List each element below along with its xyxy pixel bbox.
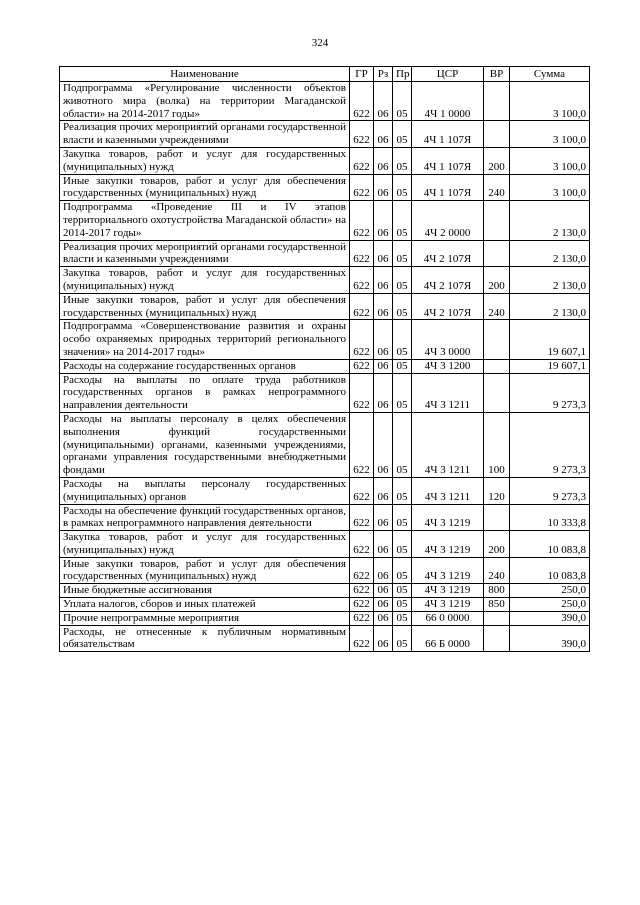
- budget-table: [59, 66, 590, 652]
- cell-sum: 390,0: [510, 625, 590, 652]
- cell-gr: 622: [350, 320, 374, 359]
- cell-gr: 622: [350, 201, 374, 240]
- table-header: [60, 67, 590, 82]
- cell-gr: 622: [350, 174, 374, 201]
- cell-sum: 10 083,8: [510, 557, 590, 584]
- cell-vr: 200: [484, 267, 510, 294]
- cell-csr: 4Ч 3 1219: [412, 531, 484, 558]
- cell-name: Закупка товаров, работ и услуг для государственных (муниципальных) нужд: [60, 531, 350, 558]
- cell-vr: 240: [484, 293, 510, 320]
- cell-sum: 250,0: [510, 598, 590, 612]
- cell-vr: 240: [484, 174, 510, 201]
- cell-csr: 66 0 0000: [412, 611, 484, 625]
- cell-name: Прочие непрограммные мероприятия: [60, 611, 350, 625]
- cell-csr: 4Ч 1 107Я: [412, 121, 484, 148]
- table-row: [60, 412, 590, 477]
- cell-gr: 622: [350, 82, 374, 121]
- cell-gr: 622: [350, 373, 374, 412]
- cell-sum: 9 273,3: [510, 373, 590, 412]
- cell-name: Расходы на обеспечение функций государственных органов, в рамках непрограммного направления деятельности: [60, 504, 350, 531]
- table-row: [60, 82, 590, 121]
- cell-vr: [484, 359, 510, 373]
- cell-gr: 622: [350, 359, 374, 373]
- cell-vr: 200: [484, 531, 510, 558]
- cell-csr: 4Ч 1 0000: [412, 82, 484, 121]
- cell-name: Реализация прочих мероприятий органами государственной власти и казенными учреждениями: [60, 240, 350, 267]
- cell-pr: 05: [393, 412, 412, 477]
- cell-name: Расходы, не отнесенные к публичным нормативным обязательствам: [60, 625, 350, 652]
- cell-sum: 250,0: [510, 584, 590, 598]
- cell-gr: 622: [350, 412, 374, 477]
- cell-rz: 06: [374, 201, 393, 240]
- cell-csr: 4Ч 1 107Я: [412, 147, 484, 174]
- cell-pr: 05: [393, 359, 412, 373]
- cell-vr: [484, 82, 510, 121]
- cell-pr: 05: [393, 584, 412, 598]
- cell-vr: [484, 240, 510, 267]
- cell-pr: 05: [393, 557, 412, 584]
- cell-gr: 622: [350, 584, 374, 598]
- cell-pr: 05: [393, 174, 412, 201]
- cell-pr: 05: [393, 121, 412, 148]
- cell-vr: 800: [484, 584, 510, 598]
- cell-rz: 06: [374, 82, 393, 121]
- cell-csr: 4Ч 1 107Я: [412, 174, 484, 201]
- cell-csr: 4Ч 3 1200: [412, 359, 484, 373]
- cell-sum: 390,0: [510, 611, 590, 625]
- cell-csr: 4Ч 2 107Я: [412, 240, 484, 267]
- table-row: [60, 531, 590, 558]
- cell-rz: 06: [374, 477, 393, 504]
- cell-rz: 06: [374, 504, 393, 531]
- cell-rz: 06: [374, 598, 393, 612]
- cell-csr: 4Ч 3 1211: [412, 477, 484, 504]
- cell-name: Подпрограмма «Совершенствование развития и охраны особо охраняемых природных территорий регионального значения» на 2014-2017 годы»: [60, 320, 350, 359]
- cell-rz: 06: [374, 293, 393, 320]
- cell-pr: 05: [393, 504, 412, 531]
- cell-rz: 06: [374, 320, 393, 359]
- cell-name: Расходы на содержание государственных органов: [60, 359, 350, 373]
- cell-vr: [484, 625, 510, 652]
- cell-gr: 622: [350, 267, 374, 294]
- cell-csr: 4Ч 2 0000: [412, 201, 484, 240]
- table-row: [60, 359, 590, 373]
- cell-pr: 05: [393, 625, 412, 652]
- cell-csr: 4Ч 3 1219: [412, 557, 484, 584]
- table-row: [60, 147, 590, 174]
- cell-rz: 06: [374, 531, 393, 558]
- cell-vr: [484, 611, 510, 625]
- cell-rz: 06: [374, 267, 393, 294]
- cell-gr: 622: [350, 293, 374, 320]
- cell-name: Закупка товаров, работ и услуг для государственных (муниципальных) нужд: [60, 147, 350, 174]
- table-row: [60, 201, 590, 240]
- cell-gr: 622: [350, 531, 374, 558]
- cell-vr: [484, 320, 510, 359]
- table-row: [60, 477, 590, 504]
- cell-sum: 3 100,0: [510, 82, 590, 121]
- cell-rz: 06: [374, 584, 393, 598]
- cell-vr: 850: [484, 598, 510, 612]
- cell-csr: 4Ч 2 107Я: [412, 267, 484, 294]
- cell-rz: 06: [374, 625, 393, 652]
- cell-name: Расходы на выплаты персоналу в целях обеспечения выполнения функций государственными (муниципальными) органами, казенными учреждениями, органами управления государственными внебюджетными фондами: [60, 412, 350, 477]
- cell-pr: 05: [393, 201, 412, 240]
- cell-vr: [484, 373, 510, 412]
- cell-rz: 06: [374, 611, 393, 625]
- table-body: [60, 82, 590, 652]
- cell-pr: 05: [393, 267, 412, 294]
- cell-name: Подпрограмма «Регулирование численности объектов животного мира (волка) на территории Магаданской области» на 2014-2017 годы»: [60, 82, 350, 121]
- cell-vr: 240: [484, 557, 510, 584]
- cell-name: Уплата налогов, сборов и иных платежей: [60, 598, 350, 612]
- cell-vr: 200: [484, 147, 510, 174]
- cell-name: Подпрограмма «Проведение III и IV этапов территориального охотустройства Магаданской области» на 2014-2017 годы»: [60, 201, 350, 240]
- cell-name: Расходы на выплаты персоналу государственных (муниципальных) органов: [60, 477, 350, 504]
- cell-vr: [484, 504, 510, 531]
- table-row: [60, 121, 590, 148]
- cell-gr: 622: [350, 240, 374, 267]
- cell-vr: [484, 201, 510, 240]
- cell-pr: 05: [393, 611, 412, 625]
- table-row: [60, 584, 590, 598]
- cell-vr: 100: [484, 412, 510, 477]
- header-csr: ЦСР: [412, 67, 484, 82]
- cell-sum: 9 273,3: [510, 412, 590, 477]
- cell-sum: 3 100,0: [510, 147, 590, 174]
- cell-sum: 3 100,0: [510, 174, 590, 201]
- header-rz: Рз: [374, 67, 393, 82]
- cell-pr: 05: [393, 598, 412, 612]
- cell-sum: 2 130,0: [510, 267, 590, 294]
- cell-csr: 4Ч 3 1219: [412, 504, 484, 531]
- table-row: [60, 320, 590, 359]
- table-row: [60, 611, 590, 625]
- cell-sum: 10 333,8: [510, 504, 590, 531]
- cell-sum: 19 607,1: [510, 320, 590, 359]
- cell-name: Иные закупки товаров, работ и услуг для обеспечения государственных (муниципальных) нужд: [60, 174, 350, 201]
- cell-pr: 05: [393, 240, 412, 267]
- cell-sum: 19 607,1: [510, 359, 590, 373]
- cell-gr: 622: [350, 504, 374, 531]
- cell-csr: 4Ч 3 1219: [412, 598, 484, 612]
- table-row: [60, 267, 590, 294]
- cell-sum: 9 273,3: [510, 477, 590, 504]
- cell-sum: 2 130,0: [510, 293, 590, 320]
- cell-name: Иные закупки товаров, работ и услуг для обеспечения государственных (муниципальных) нужд: [60, 293, 350, 320]
- header-pr: Пр: [393, 67, 412, 82]
- cell-rz: 06: [374, 147, 393, 174]
- page-number: 324: [311, 37, 329, 49]
- cell-name: Закупка товаров, работ и услуг для государственных (муниципальных) нужд: [60, 267, 350, 294]
- table-row: [60, 293, 590, 320]
- cell-pr: 05: [393, 82, 412, 121]
- cell-pr: 05: [393, 531, 412, 558]
- cell-name: Реализация прочих мероприятий органами государственной власти и казенными учреждениями: [60, 121, 350, 148]
- cell-rz: 06: [374, 240, 393, 267]
- cell-gr: 622: [350, 598, 374, 612]
- cell-gr: 622: [350, 611, 374, 625]
- table-row: [60, 557, 590, 584]
- cell-pr: 05: [393, 373, 412, 412]
- table-row: [60, 598, 590, 612]
- cell-sum: 10 083,8: [510, 531, 590, 558]
- cell-csr: 4Ч 3 1211: [412, 412, 484, 477]
- table-row: [60, 373, 590, 412]
- table-row: [60, 625, 590, 652]
- cell-pr: 05: [393, 320, 412, 359]
- cell-sum: 3 100,0: [510, 121, 590, 148]
- header-vr: ВР: [484, 67, 510, 82]
- cell-gr: 622: [350, 625, 374, 652]
- cell-sum: 2 130,0: [510, 240, 590, 267]
- cell-rz: 06: [374, 557, 393, 584]
- cell-sum: 2 130,0: [510, 201, 590, 240]
- header-gr: ГР: [350, 67, 374, 82]
- cell-pr: 05: [393, 147, 412, 174]
- cell-rz: 06: [374, 121, 393, 148]
- cell-name: Иные закупки товаров, работ и услуг для обеспечения государственных (муниципальных) нужд: [60, 557, 350, 584]
- table-row: [60, 240, 590, 267]
- cell-name: Расходы на выплаты по оплате труда работников государственных органов в рамках непрограммного направления деятельности: [60, 373, 350, 412]
- table-row: [60, 174, 590, 201]
- cell-rz: 06: [374, 174, 393, 201]
- cell-gr: 622: [350, 477, 374, 504]
- cell-gr: 622: [350, 121, 374, 148]
- header-row: [60, 67, 590, 82]
- cell-gr: 622: [350, 147, 374, 174]
- cell-csr: 4Ч 3 1219: [412, 584, 484, 598]
- cell-csr: 66 Б 0000: [412, 625, 484, 652]
- cell-rz: 06: [374, 359, 393, 373]
- cell-vr: [484, 121, 510, 148]
- cell-rz: 06: [374, 373, 393, 412]
- cell-gr: 622: [350, 557, 374, 584]
- cell-csr: 4Ч 2 107Я: [412, 293, 484, 320]
- cell-pr: 05: [393, 293, 412, 320]
- header-sum: Сумма: [510, 67, 590, 82]
- cell-csr: 4Ч 3 1211: [412, 373, 484, 412]
- cell-rz: 06: [374, 412, 393, 477]
- cell-csr: 4Ч 3 0000: [412, 320, 484, 359]
- table-row: [60, 504, 590, 531]
- cell-name: Иные бюджетные ассигнования: [60, 584, 350, 598]
- cell-pr: 05: [393, 477, 412, 504]
- cell-vr: 120: [484, 477, 510, 504]
- header-name: Наименование: [60, 67, 350, 82]
